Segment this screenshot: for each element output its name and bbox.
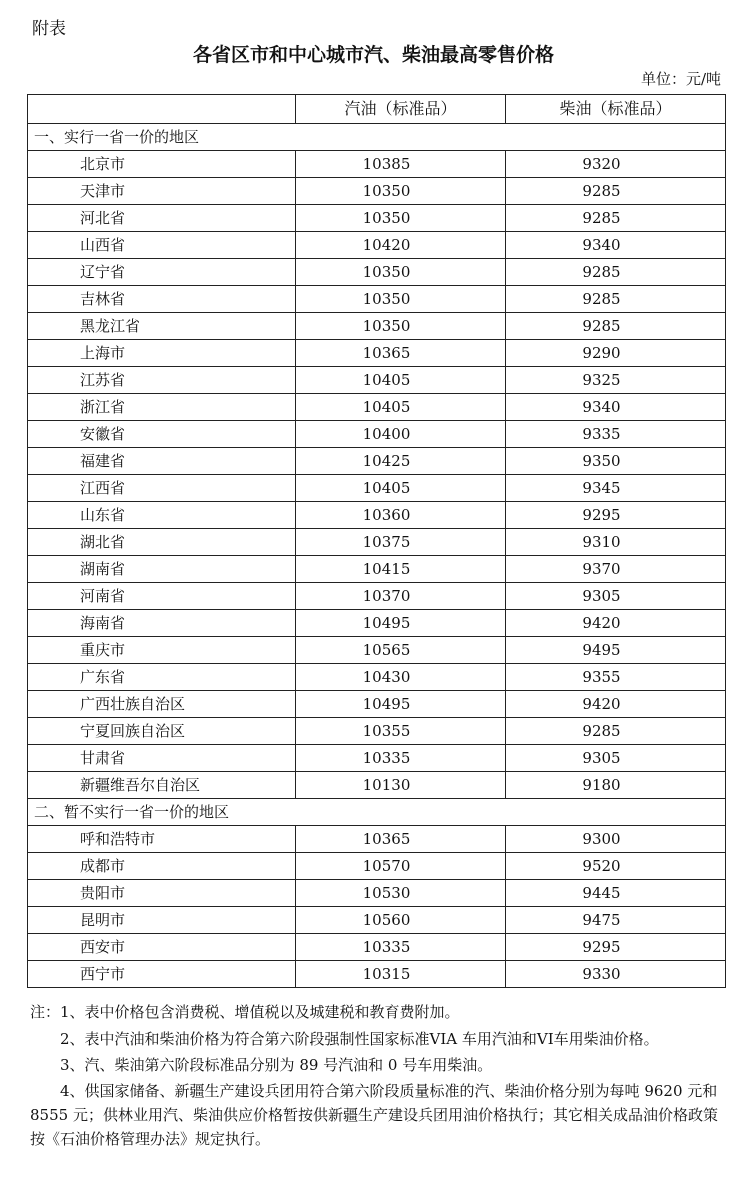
table-row xyxy=(28,340,726,367)
diesel-price-cell: 9420 xyxy=(506,691,726,718)
gasoline-price-cell: 10315 xyxy=(296,961,506,988)
gasoline-price-cell: 10405 xyxy=(296,394,506,421)
table-row xyxy=(28,826,726,853)
header-gasoline: 汽油（标准品） xyxy=(296,95,506,124)
diesel-price-cell: 9335 xyxy=(506,421,726,448)
region-cell: 天津市 xyxy=(28,178,296,205)
gasoline-price-cell: 10425 xyxy=(296,448,506,475)
region-cell: 湖南省 xyxy=(28,556,296,583)
table-row xyxy=(28,313,726,340)
diesel-price-cell: 9345 xyxy=(506,475,726,502)
region-cell: 山西省 xyxy=(28,232,296,259)
diesel-price-cell: 9180 xyxy=(506,772,726,799)
region-cell: 西安市 xyxy=(28,934,296,961)
region-cell: 河南省 xyxy=(28,583,296,610)
gasoline-price-cell: 10350 xyxy=(296,286,506,313)
diesel-price-cell: 9370 xyxy=(506,556,726,583)
table-row xyxy=(28,880,726,907)
gasoline-price-cell: 10365 xyxy=(296,826,506,853)
table-row xyxy=(28,745,726,772)
table-row xyxy=(28,502,726,529)
diesel-price-cell: 9310 xyxy=(506,529,726,556)
region-cell: 广东省 xyxy=(28,664,296,691)
region-cell: 西宁市 xyxy=(28,961,296,988)
region-cell: 昆明市 xyxy=(28,907,296,934)
gasoline-price-cell: 10565 xyxy=(296,637,506,664)
section-header-row xyxy=(28,799,726,826)
note-2: 2、表中汽油和柴油价格为符合第六阶段强制性国家标准VIA 车用汽油和VI车用柴油价格。 xyxy=(60,1030,659,1048)
gasoline-price-cell: 10350 xyxy=(296,205,506,232)
diesel-price-cell: 9300 xyxy=(506,826,726,853)
price-table xyxy=(27,94,726,988)
table-row xyxy=(28,151,726,178)
gasoline-price-cell: 10335 xyxy=(296,745,506,772)
region-cell: 江西省 xyxy=(28,475,296,502)
table-row xyxy=(28,205,726,232)
table-row xyxy=(28,178,726,205)
table-row xyxy=(28,556,726,583)
diesel-price-cell: 9285 xyxy=(506,178,726,205)
diesel-price-cell: 9475 xyxy=(506,907,726,934)
gasoline-price-cell: 10350 xyxy=(296,313,506,340)
table-row xyxy=(28,286,726,313)
table-row xyxy=(28,691,726,718)
gasoline-price-cell: 10405 xyxy=(296,367,506,394)
diesel-price-cell: 9330 xyxy=(506,961,726,988)
region-cell: 吉林省 xyxy=(28,286,296,313)
section-title: 一、实行一省一价的地区 xyxy=(28,124,726,151)
note-4: 4、供国家储备、新疆生产建设兵团用符合第六阶段质量标准的汽、柴油价格分别为每吨 9620 元和 8555 元；供林业用汽、柴油供应价格暂按供新疆生产建设兵团用油价格执行；其它相关成品油价格政策按《石油价格管理办法》规定执行。 xyxy=(30,1082,718,1148)
section-header-row xyxy=(28,124,726,151)
diesel-price-cell: 9285 xyxy=(506,259,726,286)
diesel-price-cell: 9305 xyxy=(506,583,726,610)
diesel-price-cell: 9495 xyxy=(506,637,726,664)
note-1: 注：1、表中价格包含消费税、增值税以及城建税和教育费附加。 xyxy=(30,1003,460,1021)
gasoline-price-cell: 10400 xyxy=(296,421,506,448)
diesel-price-cell: 9325 xyxy=(506,367,726,394)
diesel-price-cell: 9445 xyxy=(506,880,726,907)
diesel-price-cell: 9285 xyxy=(506,286,726,313)
region-cell: 贵阳市 xyxy=(28,880,296,907)
region-cell: 呼和浩特市 xyxy=(28,826,296,853)
diesel-price-cell: 9285 xyxy=(506,205,726,232)
table-row xyxy=(28,907,726,934)
region-cell: 新疆维吾尔自治区 xyxy=(28,772,296,799)
attachment-label: 附表 xyxy=(32,19,66,39)
table-row xyxy=(28,394,726,421)
gasoline-price-cell: 10570 xyxy=(296,853,506,880)
diesel-price-cell: 9285 xyxy=(506,313,726,340)
diesel-price-cell: 9340 xyxy=(506,394,726,421)
region-cell: 黑龙江省 xyxy=(28,313,296,340)
table-row xyxy=(28,259,726,286)
gasoline-price-cell: 10130 xyxy=(296,772,506,799)
notes-block xyxy=(30,1000,720,1153)
gasoline-price-cell: 10365 xyxy=(296,340,506,367)
diesel-price-cell: 9320 xyxy=(506,151,726,178)
region-cell: 山东省 xyxy=(28,502,296,529)
gasoline-price-cell: 10430 xyxy=(296,664,506,691)
header-diesel: 柴油（标准品） xyxy=(506,95,726,124)
diesel-price-cell: 9285 xyxy=(506,718,726,745)
table-row xyxy=(28,529,726,556)
diesel-price-cell: 9355 xyxy=(506,664,726,691)
gasoline-price-cell: 10370 xyxy=(296,583,506,610)
table-row xyxy=(28,934,726,961)
gasoline-price-cell: 10335 xyxy=(296,934,506,961)
region-cell: 海南省 xyxy=(28,610,296,637)
gasoline-price-cell: 10405 xyxy=(296,475,506,502)
section-title: 二、暂不实行一省一价的地区 xyxy=(28,799,726,826)
region-cell: 甘肃省 xyxy=(28,745,296,772)
header-blank-cell xyxy=(28,95,296,124)
region-cell: 江苏省 xyxy=(28,367,296,394)
region-cell: 福建省 xyxy=(28,448,296,475)
table-row xyxy=(28,961,726,988)
diesel-price-cell: 9420 xyxy=(506,610,726,637)
gasoline-price-cell: 10385 xyxy=(296,151,506,178)
gasoline-price-cell: 10415 xyxy=(296,556,506,583)
diesel-price-cell: 9305 xyxy=(506,745,726,772)
diesel-price-cell: 9350 xyxy=(506,448,726,475)
gasoline-price-cell: 10560 xyxy=(296,907,506,934)
region-cell: 辽宁省 xyxy=(28,259,296,286)
table-row xyxy=(28,232,726,259)
table-row xyxy=(28,448,726,475)
gasoline-price-cell: 10360 xyxy=(296,502,506,529)
table-row xyxy=(28,421,726,448)
table-row xyxy=(28,664,726,691)
gasoline-price-cell: 10355 xyxy=(296,718,506,745)
gasoline-price-cell: 10375 xyxy=(296,529,506,556)
table-row xyxy=(28,367,726,394)
table-row xyxy=(28,853,726,880)
region-cell: 广西壮族自治区 xyxy=(28,691,296,718)
gasoline-price-cell: 10350 xyxy=(296,178,506,205)
region-cell: 重庆市 xyxy=(28,637,296,664)
document-title: 各省区市和中心城市汽、柴油最高零售价格 xyxy=(192,44,554,66)
diesel-price-cell: 9295 xyxy=(506,934,726,961)
region-cell: 成都市 xyxy=(28,853,296,880)
region-cell: 安徽省 xyxy=(28,421,296,448)
region-cell: 宁夏回族自治区 xyxy=(28,718,296,745)
region-cell: 湖北省 xyxy=(28,529,296,556)
unit-label: 单位：元/吨 xyxy=(640,70,721,88)
diesel-price-cell: 9520 xyxy=(506,853,726,880)
table-row xyxy=(28,637,726,664)
table-row xyxy=(28,583,726,610)
diesel-price-cell: 9290 xyxy=(506,340,726,367)
region-cell: 河北省 xyxy=(28,205,296,232)
region-cell: 浙江省 xyxy=(28,394,296,421)
table-row xyxy=(28,610,726,637)
note-3: 3、汽、柴油第六阶段标准品分别为 89 号汽油和 0 号车用柴油。 xyxy=(60,1056,493,1074)
region-cell: 北京市 xyxy=(28,151,296,178)
table-header-row xyxy=(28,95,726,124)
gasoline-price-cell: 10530 xyxy=(296,880,506,907)
table-row xyxy=(28,772,726,799)
gasoline-price-cell: 10420 xyxy=(296,232,506,259)
table-row xyxy=(28,475,726,502)
table-row xyxy=(28,718,726,745)
diesel-price-cell: 9295 xyxy=(506,502,726,529)
price-table-body xyxy=(28,95,726,988)
diesel-price-cell: 9340 xyxy=(506,232,726,259)
gasoline-price-cell: 10350 xyxy=(296,259,506,286)
region-cell: 上海市 xyxy=(28,340,296,367)
gasoline-price-cell: 10495 xyxy=(296,691,506,718)
gasoline-price-cell: 10495 xyxy=(296,610,506,637)
